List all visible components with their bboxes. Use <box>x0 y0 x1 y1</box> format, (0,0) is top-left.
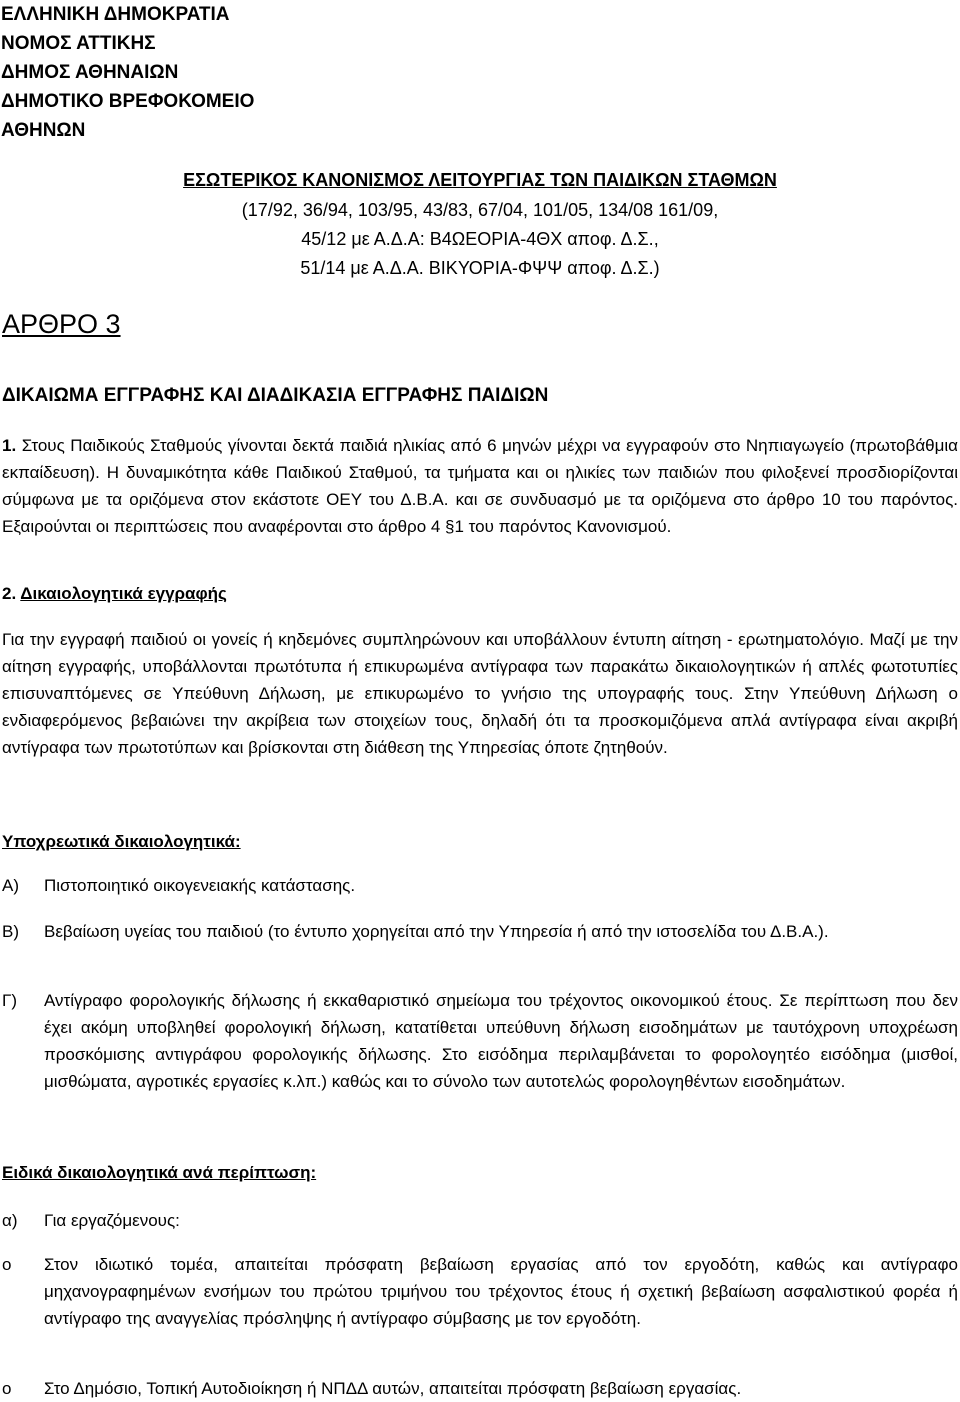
section-1-paragraph <box>2 432 958 540</box>
section-number: 2. <box>2 584 17 603</box>
section-number: 1. <box>2 436 17 455</box>
list-item <box>2 1375 958 1402</box>
list-item-text: Στο Δημόσιο, Τοπική Αυτοδιοίκηση ή ΝΠΔΔ αυτών, απαιτείται πρόσφατη βεβαίωση εργασίας. <box>44 1379 742 1398</box>
list-item-text: Για εργαζόμενους: <box>44 1211 180 1230</box>
list-marker: α) <box>2 1211 18 1230</box>
document-subtitle-line: (17/92, 36/94, 103/95, 43/83, 67/04, 101/05, 134/08 161/09, <box>241 200 719 220</box>
section-2-heading <box>2 581 227 607</box>
list-marker: Β) <box>2 922 19 941</box>
list-item-text: Βεβαίωση υγείας του παιδιού (το έντυπο χορηγείται από την Υπηρεσία ή από την ιστοσελίδα του Δ.Β.Α.). <box>44 922 829 941</box>
mandatory-docs-heading: Υποχρεωτικά δικαιολογητικά: <box>2 832 241 851</box>
letterhead-line: ΑΘΗΝΩΝ <box>1 120 86 141</box>
list-item-text: Πιστοποιητικό οικογενειακής κατάστασης. <box>44 876 356 895</box>
list-item <box>2 918 958 945</box>
list-marker: Α) <box>2 876 19 895</box>
document-subtitle-line: 51/14 με Α.Δ.Α. ΒΙΚΥΟΡΙΑ-ΦΨΨ αποφ. Δ.Σ.) <box>300 258 660 278</box>
list-item <box>2 1251 958 1332</box>
document-title: ΕΣΩΤΕΡΙΚΟΣ ΚΑΝΟΝΙΣΜΟΣ ΛΕΙΤΟΥΡΓΙΑΣ ΤΩΝ ΠΑΙΔΙΚΩΝ ΣΤΑΘΜΩΝ <box>183 170 777 190</box>
document-subtitle-line: 45/12 με Α.Δ.Α: Β4ΩΕΟΡΙΑ-4ΘΧ αποφ. Δ.Σ., <box>301 229 659 249</box>
article-heading: ΔΙΚΑΙΩΜΑ ΕΓΓΡΑΦΗΣ ΚΑΙ ΔΙΑΔΙΚΑΣΙΑ ΕΓΓΡΑΦΗΣ ΠΑΙΔΙΩΝ <box>2 385 549 406</box>
letterhead-line: ΔΗΜΟΤΙΚΟ ΒΡΕΦΟΚΟΜΕΙΟ <box>1 91 255 112</box>
special-docs-heading: Ειδικά δικαιολογητικά ανά περίπτωση: <box>2 1163 317 1182</box>
section-text: Στους Παιδικούς Σταθμούς γίνονται δεκτά παιδιά ηλικίας από 6 μηνών μέχρι να εγγραφούν στο Νηπιαγωγείο (πρωτοβάθμια εκπαίδευση). Η δυναμικότητα κάθε Παιδικού Σταθμού, τα τμήματα και οι ηλικίες των παιδιών που φιλοξενεί προσδιορίζονται σύμφωνα με τα οριζόμενα στον εκάστοτε ΟΕΥ του Δ.Β.Α. και σε συνδυασμό με τα οριζόμενα στο άρθρο 10 του παρόντος. Εξαιρούνται οι περιπτώσεις που αναφέρονται στο άρθρο 4 §1 του παρόντος Κανονισμού. <box>2 436 958 536</box>
letterhead <box>1 0 254 145</box>
list-item-text: Στον ιδιωτικό τομέα, απαιτείται πρόσφατη βεβαίωση εργασίας από τον εργοδότη, καθώς και αντίγραφο μηχανογραφημένων ενσήμων του πρώτου τριμήνου του τρέχοντος έτους ή σχετική βεβαίωση ασφαλιστικού φορέα ή αντίγραφο της αναγγελίας πρόσληψης ή αντίγραφο σύμβασης με τον εργοδότη. <box>44 1255 958 1328</box>
letterhead-line: ΔΗΜΟΣ ΑΘΗΝΑΙΩΝ <box>1 62 179 83</box>
list-item-text: Αντίγραφο φορολογικής δήλωσης ή εκκαθαριστικό σημείωμα του τρέχοντος οικονομικού έτους. Σε περίπτωση που δεν έχει ακόμη υποβληθεί φορολογική δήλωση, κατατίθεται υπεύθυνη δήλωση εισοδημάτων με ταυτόχρονη υποχρέωση προσκόμισης αντιγράφου φορολογικής δήλωσης. Στο εισόδημα περιλαμβάνεται το φορολογητέο εισόδημα (μισθοί, μισθώματα, αγροτικές εργασίες κ.λπ.) καθώς και το σύνολο των αυτοτελώς φορολογηθέντων εισοδημάτων. <box>44 991 958 1091</box>
article-number: ΑΡΘΡΟ 3 <box>2 309 121 339</box>
list-item <box>2 872 958 899</box>
section-title: Δικαιολογητικά εγγραφής <box>20 584 227 603</box>
section-2-paragraph: Για την εγγραφή παιδιού οι γονείς ή κηδεμόνες συμπληρώνουν και υποβάλλουν έντυπη αίτηση - ερωτηματολόγιο. Μαζί με την αίτηση εγγραφής, υποβάλλονται πρωτότυπα ή επικυρωμένα αντίγραφα των παρακάτω δικαιολογητικών ή απλές φωτοτυπίες επισυναπτόμενες σε Υπεύθυνη Δήλωση, με επικυρωμένο το γνήσιο της υπογραφής τους. Στην Υπεύθυνη Δήλωση ο ενδιαφερόμενος βεβαιώνει την ακρίβεια των στοιχείων τους, δηλαδή ότι τα προσκομιζόμενα απλά αντίγραφα είναι ακριβή αντίγραφα των πρωτοτύπων και βρίσκονται στη διάθεση της Υπηρεσίας όποτε ζητηθούν. <box>2 630 958 757</box>
list-item <box>2 987 958 1095</box>
list-marker: Γ) <box>2 991 18 1010</box>
bullet-icon: o <box>2 1255 12 1274</box>
letterhead-line: ΝΟΜΟΣ ΑΤΤΙΚΗΣ <box>1 33 156 54</box>
letterhead-line: ΕΛΛΗΝΙΚΗ ΔΗΜΟΚΡΑΤΙΑ <box>1 4 230 25</box>
bullet-icon: o <box>2 1379 12 1398</box>
list-item <box>2 1207 958 1234</box>
